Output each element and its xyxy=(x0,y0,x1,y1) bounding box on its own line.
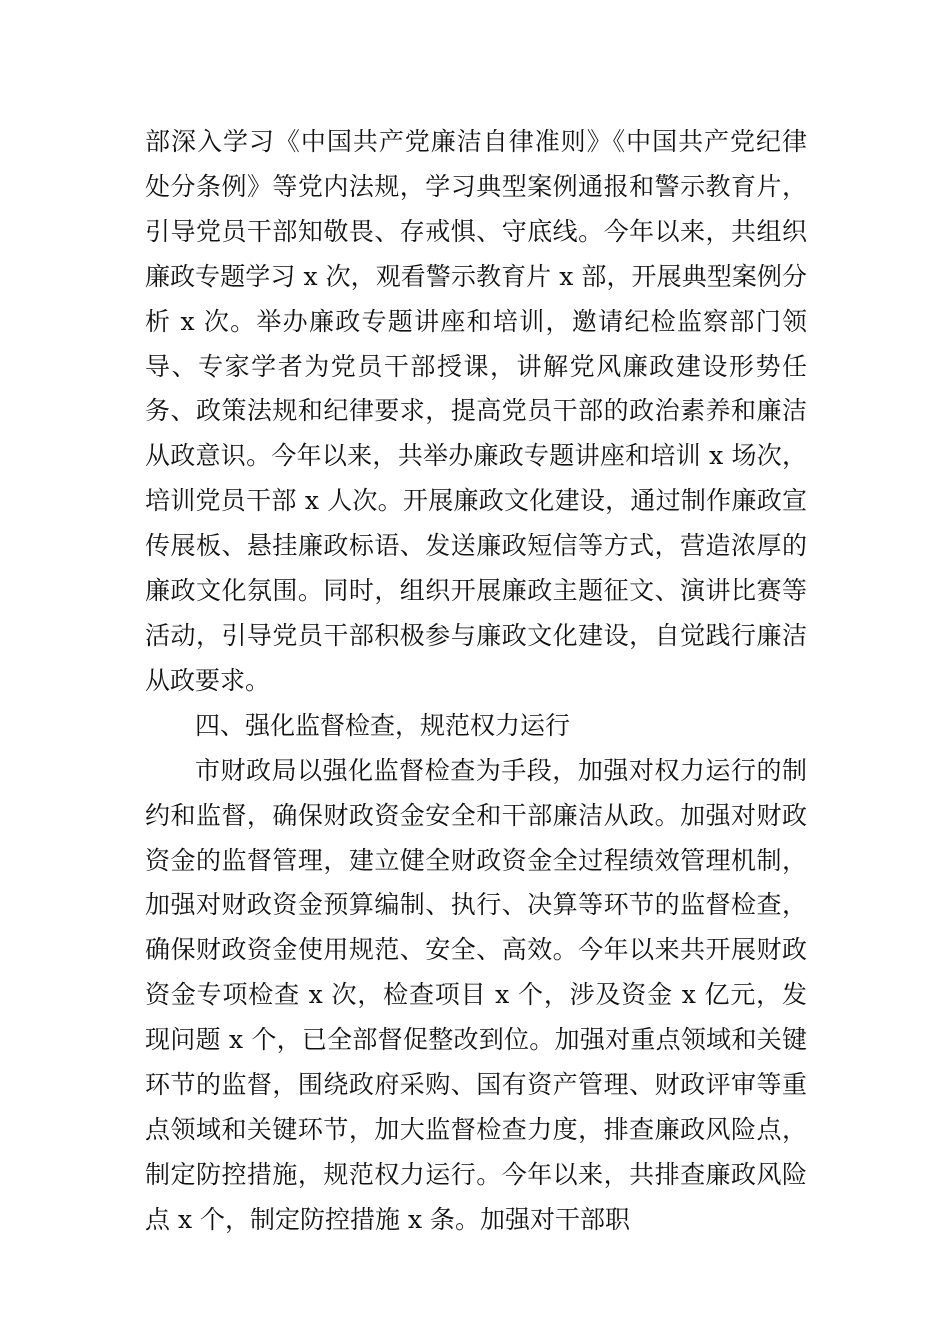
paragraph-continued: 部深入学习《中国共产党廉洁自律准则》《中国共产党纪律处分条例》等党内法规，学习典型案例通报和警示教育片，引导党员干部知敬畏、存戒惧、守底线。今年以来，共组织廉政专题学习 x 次，观看警示教育片 x 部，开展典型案例分析 x 次。举办廉政专题讲座和培训，邀请纪检监察部门领导、专家学者为党员干部授课，讲解党风廉政建设形势任务、政策法规和纪律要求，提高党员干部的政治素养和廉洁从政意识。今年以来，共举办廉政专题讲座和培训 x 场次，培训党员干部 x 人次。开展廉政文化建设，通过制作廉政宣传展板、悬挂廉政标语、发送廉政短信等方式，营造浓厚的廉政文化氛围。同时，组织开展廉政主题征文、演讲比赛等活动，引导党员干部积极参与廉政文化建设，自觉践行廉洁从政要求。 xyxy=(145,127,807,695)
section-heading: 四、强化监督检查，规范权力运行 xyxy=(195,710,571,740)
paragraph-section-four: 市财政局以强化监督检查为手段，加强对权力运行的制约和监督，确保财政资金安全和干部廉洁从政。加强对财政资金的监督管理，建立健全财政资金全过程绩效管理机制，加强对财政资金预算编制、执行、决算等环节的监督检查，确保财政资金使用规范、安全、高效。今年以来共开展财政资金专项检查 x 次，检查项目 x 个，涉及资金 x 亿元，发现问题 x 个，已全部督促整改到位。加强对重点领域和关键环节的监督，围绕政府采购、国有资产管理、财政评审等重点领域和关键环节，加大监督检查力度，排查廉政风险点，制定防控措施，规范权力运行。今年以来，共排查廉政风险点 x 个，制定防控措施 x 条。加强对干部职 xyxy=(145,755,807,1234)
document-body xyxy=(145,120,807,1243)
